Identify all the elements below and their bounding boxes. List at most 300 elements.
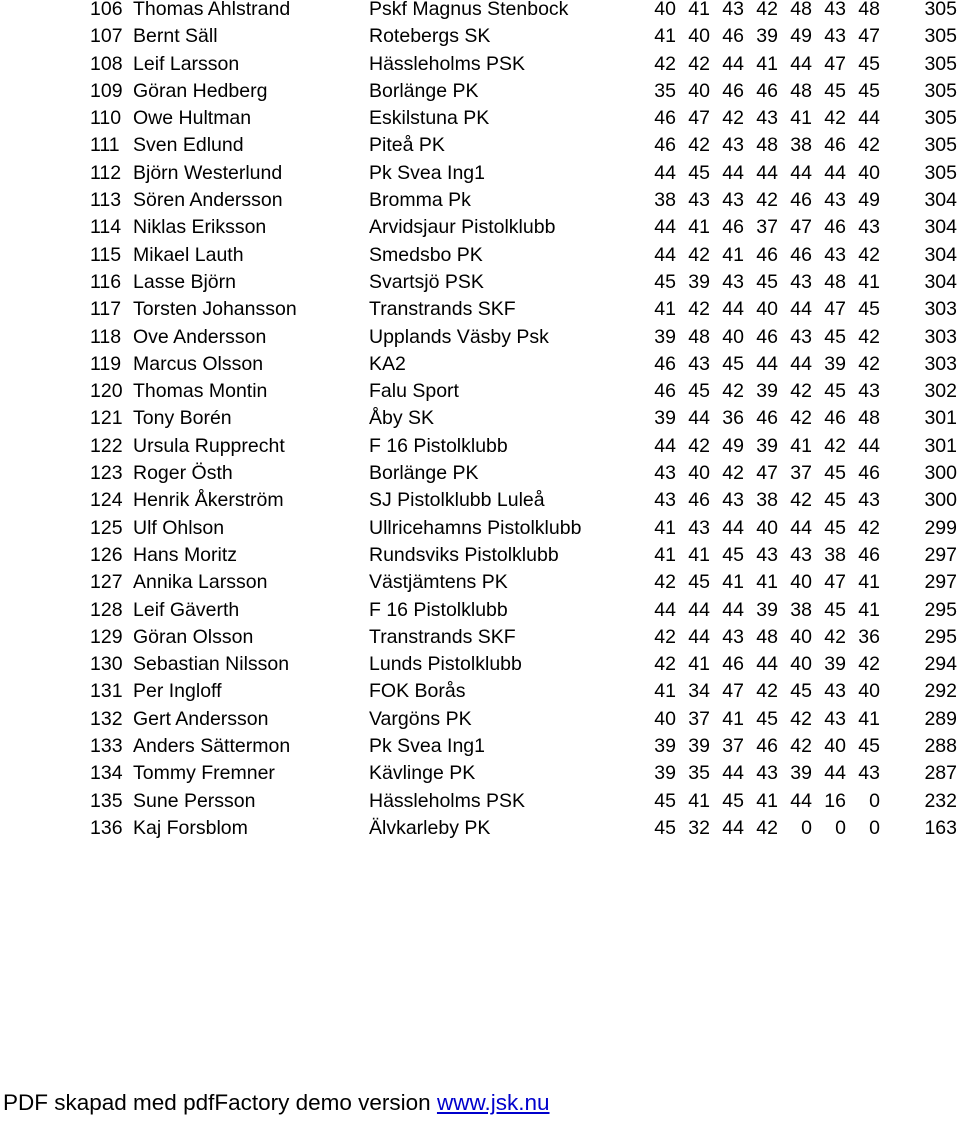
result-row: [0, 706, 960, 733]
shooter-name: Leif Larsson: [133, 52, 240, 75]
series-score: 45: [654, 270, 676, 293]
series-score: 43: [858, 489, 880, 512]
series-score: 44: [654, 216, 676, 239]
series-score: 48: [790, 0, 812, 20]
club-name: Borlänge PK: [369, 462, 479, 485]
club-name: F 16 Pistolklubb: [369, 598, 508, 621]
rank-cell: 135: [90, 789, 123, 812]
club-name: Pk Svea Ing1: [369, 161, 485, 184]
series-score: 46: [756, 407, 778, 430]
total-score: 300: [924, 462, 957, 485]
result-row: [0, 542, 960, 569]
club-name: Falu Sport: [369, 380, 459, 403]
rank-cell: 133: [90, 735, 123, 758]
series-score: 41: [858, 571, 880, 594]
shooter-name: Mikael Lauth: [133, 243, 244, 266]
series-score: 41: [756, 789, 778, 812]
series-score: 42: [858, 352, 880, 375]
total-score: 302: [924, 380, 957, 403]
series-score: 41: [654, 298, 676, 321]
result-row: [0, 515, 960, 542]
series-score: 40: [756, 298, 778, 321]
shooter-name: Ursula Rupprecht: [133, 434, 285, 457]
series-score: 46: [756, 325, 778, 348]
series-score: 46: [824, 216, 846, 239]
total-score: 297: [924, 543, 957, 566]
series-score: 43: [722, 489, 744, 512]
series-score: 44: [688, 598, 710, 621]
series-score: 38: [824, 543, 846, 566]
result-row: [0, 296, 960, 323]
series-score: 42: [654, 52, 676, 75]
series-score: 44: [688, 407, 710, 430]
series-score: 43: [688, 516, 710, 539]
result-row: [0, 651, 960, 678]
club-name: Transtrands SKF: [369, 625, 516, 648]
rank-cell: 111: [90, 134, 120, 157]
series-score: 39: [756, 598, 778, 621]
shooter-name: Per Ingloff: [133, 680, 222, 703]
series-score: 44: [824, 161, 846, 184]
series-score: 45: [654, 816, 676, 839]
series-score: 41: [858, 598, 880, 621]
total-score: 287: [924, 762, 957, 785]
rank-cell: 124: [90, 489, 123, 512]
series-score: 44: [790, 298, 812, 321]
footer-link[interactable]: www.jsk.nu: [436, 1090, 550, 1115]
result-row: [0, 78, 960, 105]
series-score: 42: [858, 653, 880, 676]
series-score: 43: [824, 0, 846, 20]
series-score: 48: [790, 79, 812, 102]
series-score: 47: [824, 571, 846, 594]
series-score: 43: [654, 462, 676, 485]
result-row: [0, 187, 960, 214]
series-score: 42: [756, 0, 778, 20]
series-score: 39: [688, 270, 710, 293]
series-score: 42: [722, 380, 744, 403]
series-score: 45: [824, 325, 846, 348]
series-score: 49: [790, 25, 812, 48]
shooter-name: Sören Andersson: [133, 189, 283, 212]
club-name: Borlänge PK: [369, 79, 479, 102]
series-score: 48: [824, 270, 846, 293]
rank-cell: 122: [90, 434, 123, 457]
series-score: 41: [654, 25, 676, 48]
series-score: 41: [654, 543, 676, 566]
club-name: Eskilstuna PK: [369, 107, 490, 130]
series-score: 48: [858, 407, 880, 430]
series-score: 42: [824, 107, 846, 130]
total-score: 289: [924, 707, 957, 730]
shooter-name: Lasse Björn: [133, 270, 236, 293]
result-row: [0, 132, 960, 159]
shooter-name: Hans Moritz: [133, 543, 238, 566]
series-score: 43: [824, 680, 846, 703]
shooter-name: Anders Sättermon: [133, 735, 291, 758]
series-score: 47: [824, 298, 846, 321]
total-score: 305: [924, 25, 957, 48]
result-row: [0, 269, 960, 296]
series-score: 44: [756, 352, 778, 375]
series-score: 40: [688, 79, 710, 102]
club-name: Rotebergs SK: [369, 25, 491, 48]
rank-cell: 114: [90, 216, 122, 239]
series-score: 44: [722, 161, 744, 184]
series-score: 40: [654, 0, 676, 20]
total-score: 305: [924, 52, 957, 75]
series-score: 45: [688, 571, 710, 594]
shooter-name: Henrik Åkerström: [133, 489, 284, 512]
series-score: 46: [722, 653, 744, 676]
series-score: 45: [688, 161, 710, 184]
series-score: 41: [688, 653, 710, 676]
series-score: 41: [858, 707, 880, 730]
series-score: 47: [790, 216, 812, 239]
series-score: 36: [722, 407, 744, 430]
total-score: 295: [924, 625, 957, 648]
series-score: 43: [790, 543, 812, 566]
series-score: 40: [790, 571, 812, 594]
series-score: 42: [858, 516, 880, 539]
series-score: 44: [790, 52, 812, 75]
series-score: 45: [824, 79, 846, 102]
series-score: 44: [756, 161, 778, 184]
series-score: 43: [756, 762, 778, 785]
series-score: 45: [722, 352, 744, 375]
series-score: 0: [869, 789, 880, 812]
total-score: 288: [924, 735, 957, 758]
shooter-name: Torsten Johansson: [133, 298, 297, 321]
series-score: 40: [722, 325, 744, 348]
series-score: 44: [688, 625, 710, 648]
series-score: 0: [801, 816, 812, 839]
series-score: 41: [858, 270, 880, 293]
series-score: 44: [790, 516, 812, 539]
total-score: 304: [924, 243, 957, 266]
series-score: 43: [722, 0, 744, 20]
total-score: 305: [924, 0, 957, 20]
shooter-name: Thomas Ahlstrand: [133, 0, 291, 20]
result-row: [0, 160, 960, 187]
series-score: 40: [824, 735, 846, 758]
club-name: SJ Pistolklubb Luleå: [369, 489, 545, 512]
series-score: 43: [722, 134, 744, 157]
total-score: 297: [924, 571, 957, 594]
series-score: 36: [858, 625, 880, 648]
series-score: 41: [790, 107, 812, 130]
club-name: Åby SK: [369, 407, 435, 430]
shooter-name: Sune Persson: [133, 789, 256, 812]
result-row: [0, 460, 960, 487]
series-score: 46: [756, 243, 778, 266]
series-score: 42: [688, 434, 710, 457]
shooter-name: Ove Andersson: [133, 325, 267, 348]
series-score: 44: [756, 653, 778, 676]
series-score: 41: [722, 243, 744, 266]
result-row: [0, 214, 960, 241]
series-score: 39: [688, 735, 710, 758]
series-score: 45: [722, 543, 744, 566]
rank-cell: 118: [90, 325, 122, 348]
total-score: 232: [924, 789, 957, 812]
series-score: 44: [858, 434, 880, 457]
series-score: 44: [654, 243, 676, 266]
series-score: 38: [790, 134, 812, 157]
series-score: 39: [756, 380, 778, 403]
club-name: Transtrands SKF: [369, 298, 516, 321]
series-score: 43: [722, 189, 744, 212]
total-score: 292: [924, 680, 957, 703]
total-score: 305: [924, 107, 957, 130]
series-score: 41: [756, 52, 778, 75]
total-score: 300: [924, 489, 957, 512]
series-score: 45: [858, 79, 880, 102]
series-score: 38: [654, 189, 676, 212]
series-score: 46: [756, 735, 778, 758]
series-score: 38: [790, 598, 812, 621]
series-score: 40: [688, 25, 710, 48]
series-score: 43: [756, 543, 778, 566]
rank-cell: 113: [90, 189, 122, 212]
rank-cell: 109: [90, 79, 123, 102]
series-score: 44: [858, 107, 880, 130]
result-row: [0, 487, 960, 514]
series-score: 45: [688, 380, 710, 403]
series-score: 43: [858, 216, 880, 239]
club-name: Ullricehamns Pistolklubb: [369, 516, 582, 539]
result-row: [0, 760, 960, 787]
series-score: 45: [756, 270, 778, 293]
series-score: 41: [722, 571, 744, 594]
rank-cell: 132: [90, 707, 123, 730]
series-score: 41: [688, 789, 710, 812]
rank-cell: 117: [90, 298, 122, 321]
series-score: 44: [654, 434, 676, 457]
series-score: 44: [722, 516, 744, 539]
rank-cell: 120: [90, 380, 123, 403]
series-score: 46: [756, 79, 778, 102]
series-score: 42: [756, 189, 778, 212]
rank-cell: 106: [90, 0, 123, 20]
series-score: 45: [824, 380, 846, 403]
rank-cell: 130: [90, 653, 123, 676]
series-score: 46: [824, 407, 846, 430]
series-score: 32: [688, 816, 710, 839]
rank-cell: 126: [90, 543, 123, 566]
series-score: 48: [756, 625, 778, 648]
result-row: [0, 51, 960, 78]
series-score: 39: [654, 735, 676, 758]
rank-cell: 136: [90, 816, 123, 839]
series-score: 42: [654, 571, 676, 594]
series-score: 42: [756, 816, 778, 839]
series-score: 16: [824, 789, 846, 812]
shooter-name: Niklas Eriksson: [133, 216, 267, 239]
shooter-name: Sebastian Nilsson: [133, 653, 290, 676]
series-score: 46: [722, 79, 744, 102]
series-score: 46: [722, 216, 744, 239]
series-score: 49: [858, 189, 880, 212]
series-score: 42: [722, 107, 744, 130]
total-score: 295: [924, 598, 957, 621]
rank-cell: 119: [90, 352, 122, 375]
series-score: 44: [722, 298, 744, 321]
series-score: 48: [858, 0, 880, 20]
series-score: 48: [756, 134, 778, 157]
series-score: 45: [824, 516, 846, 539]
series-score: 43: [824, 189, 846, 212]
total-score: 294: [924, 653, 957, 676]
shooter-name: Björn Westerlund: [133, 161, 283, 184]
result-row: [0, 0, 960, 23]
series-score: 46: [654, 107, 676, 130]
series-score: 42: [824, 625, 846, 648]
club-name: Västjämtens PK: [369, 571, 508, 594]
series-score: 43: [824, 25, 846, 48]
series-score: 41: [654, 680, 676, 703]
series-score: 37: [790, 462, 812, 485]
series-score: 45: [824, 489, 846, 512]
result-row: [0, 242, 960, 269]
total-score: 304: [924, 189, 957, 212]
total-score: 301: [924, 434, 957, 457]
series-score: 43: [722, 270, 744, 293]
series-score: 39: [756, 25, 778, 48]
series-score: 0: [869, 816, 880, 839]
series-score: 42: [790, 489, 812, 512]
result-row: [0, 433, 960, 460]
series-score: 39: [654, 407, 676, 430]
series-score: 45: [858, 735, 880, 758]
total-score: 299: [924, 516, 957, 539]
series-score: 42: [790, 707, 812, 730]
series-score: 35: [688, 762, 710, 785]
club-name: Piteå PK: [369, 134, 445, 157]
series-score: 49: [722, 434, 744, 457]
total-score: 303: [924, 325, 957, 348]
shooter-name: Göran Olsson: [133, 625, 254, 648]
result-row: [0, 624, 960, 651]
series-score: 39: [654, 325, 676, 348]
series-score: 44: [790, 789, 812, 812]
club-name: Vargöns PK: [369, 707, 472, 730]
series-score: 43: [790, 270, 812, 293]
rank-cell: 116: [90, 270, 122, 293]
series-score: 39: [824, 653, 846, 676]
series-score: 42: [858, 134, 880, 157]
result-row: [0, 324, 960, 351]
club-name: Lunds Pistolklubb: [369, 653, 522, 676]
shooter-name: Göran Hedberg: [133, 79, 268, 102]
series-score: 45: [756, 707, 778, 730]
series-score: 43: [858, 380, 880, 403]
series-score: 42: [790, 380, 812, 403]
rank-cell: 107: [90, 25, 123, 48]
series-score: 44: [654, 161, 676, 184]
series-score: 42: [858, 243, 880, 266]
series-score: 46: [654, 134, 676, 157]
club-name: FOK Borås: [369, 680, 466, 703]
shooter-name: Tony Borén: [133, 407, 232, 430]
series-score: 45: [722, 789, 744, 812]
series-score: 42: [654, 653, 676, 676]
club-name: Hässleholms PSK: [369, 52, 526, 75]
series-score: 43: [824, 707, 846, 730]
footer-text: PDF skapad med pdfFactory demo version: [3, 1090, 437, 1115]
series-score: 42: [756, 680, 778, 703]
series-score: 41: [722, 707, 744, 730]
series-score: 40: [790, 653, 812, 676]
shooter-name: Owe Hultman: [133, 107, 252, 130]
series-score: 39: [756, 434, 778, 457]
series-score: 44: [824, 762, 846, 785]
club-name: Bromma Pk: [369, 189, 471, 212]
total-score: 163: [924, 816, 957, 839]
series-score: 47: [858, 25, 880, 48]
shooter-name: Bernt Säll: [133, 25, 218, 48]
series-score: 40: [654, 707, 676, 730]
result-row: [0, 23, 960, 50]
series-score: 45: [824, 598, 846, 621]
series-score: 40: [858, 161, 880, 184]
series-score: 42: [790, 735, 812, 758]
series-score: 39: [790, 762, 812, 785]
rank-cell: 108: [90, 52, 123, 75]
club-name: Kävlinge PK: [369, 762, 476, 785]
shooter-name: Roger Östh: [133, 462, 233, 485]
rank-cell: 134: [90, 762, 123, 785]
total-score: 305: [924, 134, 957, 157]
series-score: 39: [654, 762, 676, 785]
shooter-name: Annika Larsson: [133, 571, 268, 594]
series-score: 46: [722, 25, 744, 48]
series-score: 46: [654, 380, 676, 403]
series-score: 34: [688, 680, 710, 703]
rank-cell: 121: [90, 407, 123, 430]
series-score: 44: [722, 52, 744, 75]
series-score: 45: [858, 298, 880, 321]
series-score: 42: [688, 298, 710, 321]
club-name: Pk Svea Ing1: [369, 735, 485, 758]
series-score: 0: [835, 816, 846, 839]
shooter-name: Leif Gäverth: [133, 598, 240, 621]
series-score: 44: [790, 161, 812, 184]
club-name: Älvkarleby PK: [369, 816, 491, 839]
series-score: 46: [790, 189, 812, 212]
series-score: 44: [722, 598, 744, 621]
series-score: 45: [654, 789, 676, 812]
club-name: F 16 Pistolklubb: [369, 434, 508, 457]
rank-cell: 127: [90, 571, 123, 594]
result-row: [0, 569, 960, 596]
series-score: 42: [858, 325, 880, 348]
series-score: 44: [654, 598, 676, 621]
series-score: 37: [756, 216, 778, 239]
series-score: 41: [654, 516, 676, 539]
series-score: 46: [790, 243, 812, 266]
series-score: 41: [688, 0, 710, 20]
rank-cell: 115: [90, 243, 122, 266]
series-score: 40: [790, 625, 812, 648]
series-score: 47: [688, 107, 710, 130]
series-score: 42: [688, 134, 710, 157]
total-score: 301: [924, 407, 957, 430]
club-name: KA2: [369, 352, 406, 375]
result-row: [0, 733, 960, 760]
series-score: 46: [824, 134, 846, 157]
series-score: 43: [756, 107, 778, 130]
